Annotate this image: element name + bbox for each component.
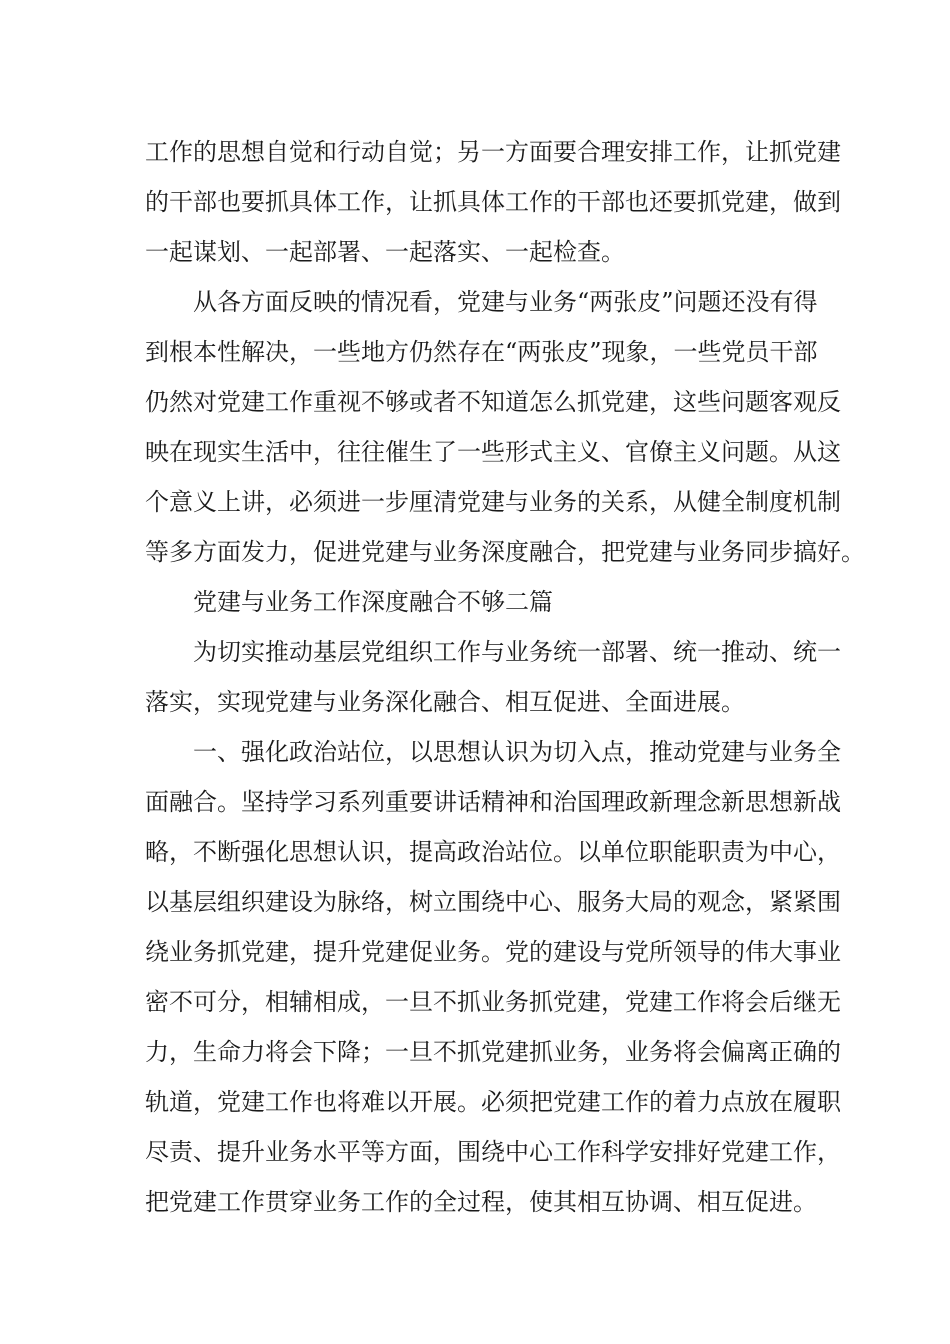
- paragraph-3-line-1: 为切实推动基层党组织工作与业务统一部署、统一推动、统一: [193, 638, 841, 666]
- paragraph-2-line-4: 映在现实生活中，往往催生了一些形式主义、官僚主义问题。从这: [145, 438, 841, 466]
- paragraph-4-line-5: 绕业务抓党建，提升党建促业务。党的建设与党所领导的伟大事业: [145, 938, 841, 966]
- paragraph-2-line-2: 到根本性解决，一些地方仍然存在“两张皮”现象，一些党员干部: [145, 338, 818, 366]
- paragraph-1-line-2: 的干部也要抓具体工作，让抓具体工作的干部也还要抓党建，做到: [145, 188, 841, 216]
- paragraph-4-line-3: 略，不断强化思想认识，提高政治站位。以单位职能职责为中心，: [145, 838, 841, 866]
- paragraph-4-line-7: 力，生命力将会下降；一旦不抓党建抓业务，业务将会偏离正确的: [145, 1038, 841, 1066]
- paragraph-4-line-9: 尽责、提升业务水平等方面，围绕中心工作科学安排好党建工作，: [145, 1138, 841, 1166]
- paragraph-4-line-6: 密不可分，相辅相成，一旦不抓业务抓党建，党建工作将会后继无: [145, 988, 841, 1016]
- paragraph-2-line-1: 从各方面反映的情况看，党建与业务“两张皮”问题还没有得: [193, 288, 818, 316]
- paragraph-4-line-1: 一、强化政治站位，以思想认识为切入点，推动党建与业务全: [193, 738, 841, 766]
- paragraph-1-line-1: 工作的思想自觉和行动自觉；另一方面要合理安排工作，让抓党建: [145, 138, 841, 166]
- paragraph-2-line-3: 仍然对党建工作重视不够或者不知道怎么抓党建，这些问题客观反: [145, 388, 841, 416]
- paragraph-4-line-8: 轨道，党建工作也将难以开展。必须把党建工作的着力点放在履职: [145, 1088, 841, 1116]
- paragraph-2-line-6: 等多方面发力，促进党建与业务深度融合，把党建与业务同步搞好。: [145, 538, 865, 566]
- paragraph-4-line-10: 把党建工作贯穿业务工作的全过程，使其相互协调、相互促进。: [145, 1188, 817, 1216]
- section-heading: 党建与业务工作深度融合不够二篇: [193, 588, 553, 616]
- paragraph-4-line-2: 面融合。坚持学习系列重要讲话精神和治国理政新理念新思想新战: [145, 788, 841, 816]
- paragraph-4-line-4: 以基层组织建设为脉络，树立围绕中心、服务大局的观念，紧紧围: [145, 888, 841, 916]
- paragraph-2-line-5: 个意义上讲，必须进一步厘清党建与业务的关系，从健全制度机制: [145, 488, 841, 516]
- paragraph-3-line-2: 落实，实现党建与业务深化融合、相互促进、全面进展。: [145, 688, 745, 716]
- paragraph-1-line-3: 一起谋划、一起部署、一起落实、一起检查。: [145, 238, 625, 266]
